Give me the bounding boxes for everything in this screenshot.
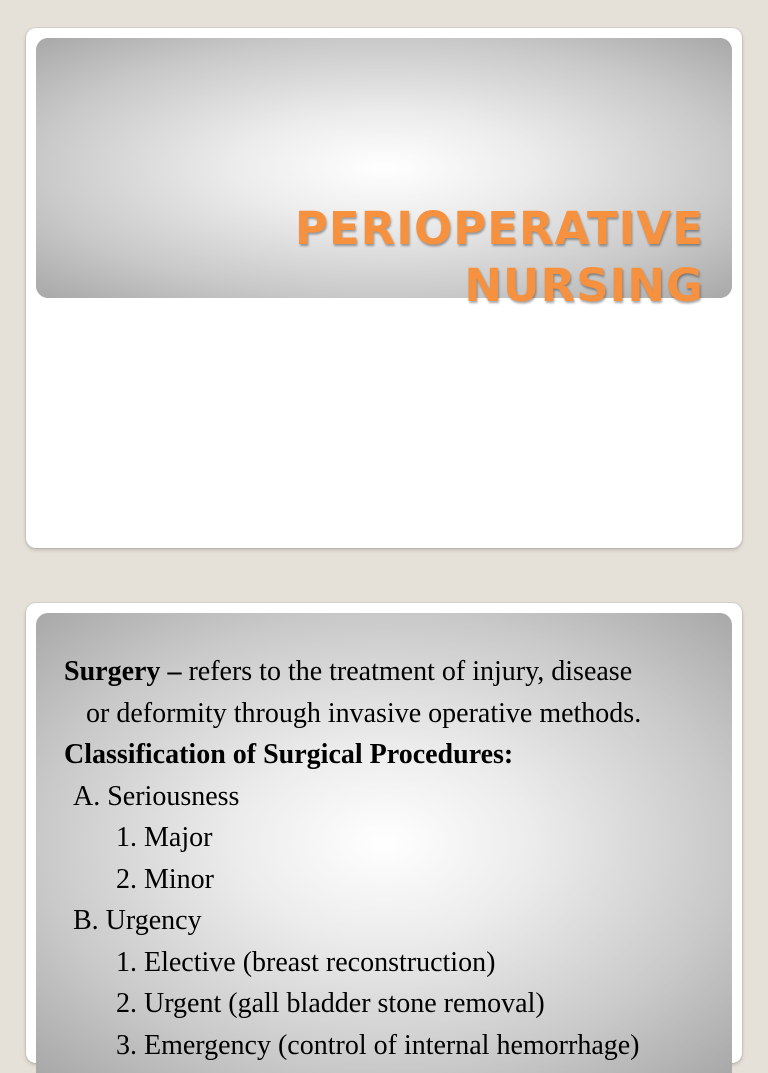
- title-slide: [26, 28, 742, 548]
- section-seriousness: A. Seriousness: [73, 780, 240, 812]
- content-slide: [26, 603, 742, 1063]
- list-item: 1. Major: [116, 822, 213, 853]
- definition-text-1: refers to the treatment of injury, disease: [188, 656, 633, 687]
- title-panel: [36, 38, 732, 312]
- list-item: 1. Elective (breast reconstruction): [116, 946, 496, 978]
- list-item: 2. Minor: [116, 863, 214, 895]
- definition-line-2: or deformity through invasive operative methods.: [86, 697, 642, 729]
- title-line-1: PERIOPERATIVE: [294, 202, 704, 255]
- list-item: 2. Urgent (gall bladder stone removal): [116, 988, 545, 1019]
- title-line-2: NURSING: [464, 259, 704, 312]
- term-dash: –: [160, 656, 189, 687]
- slide-title: [295, 200, 704, 314]
- content-panel: [36, 613, 732, 1073]
- slide-body: [64, 651, 722, 1066]
- section-urgency: B. Urgency: [73, 905, 202, 936]
- definition-line-1: [64, 651, 722, 693]
- list-item: 3. Emergency (control of internal hemorrhage): [116, 1029, 640, 1061]
- classification-heading: Classification of Surgical Procedures:: [64, 739, 514, 770]
- term-surgery: Surgery: [64, 656, 161, 687]
